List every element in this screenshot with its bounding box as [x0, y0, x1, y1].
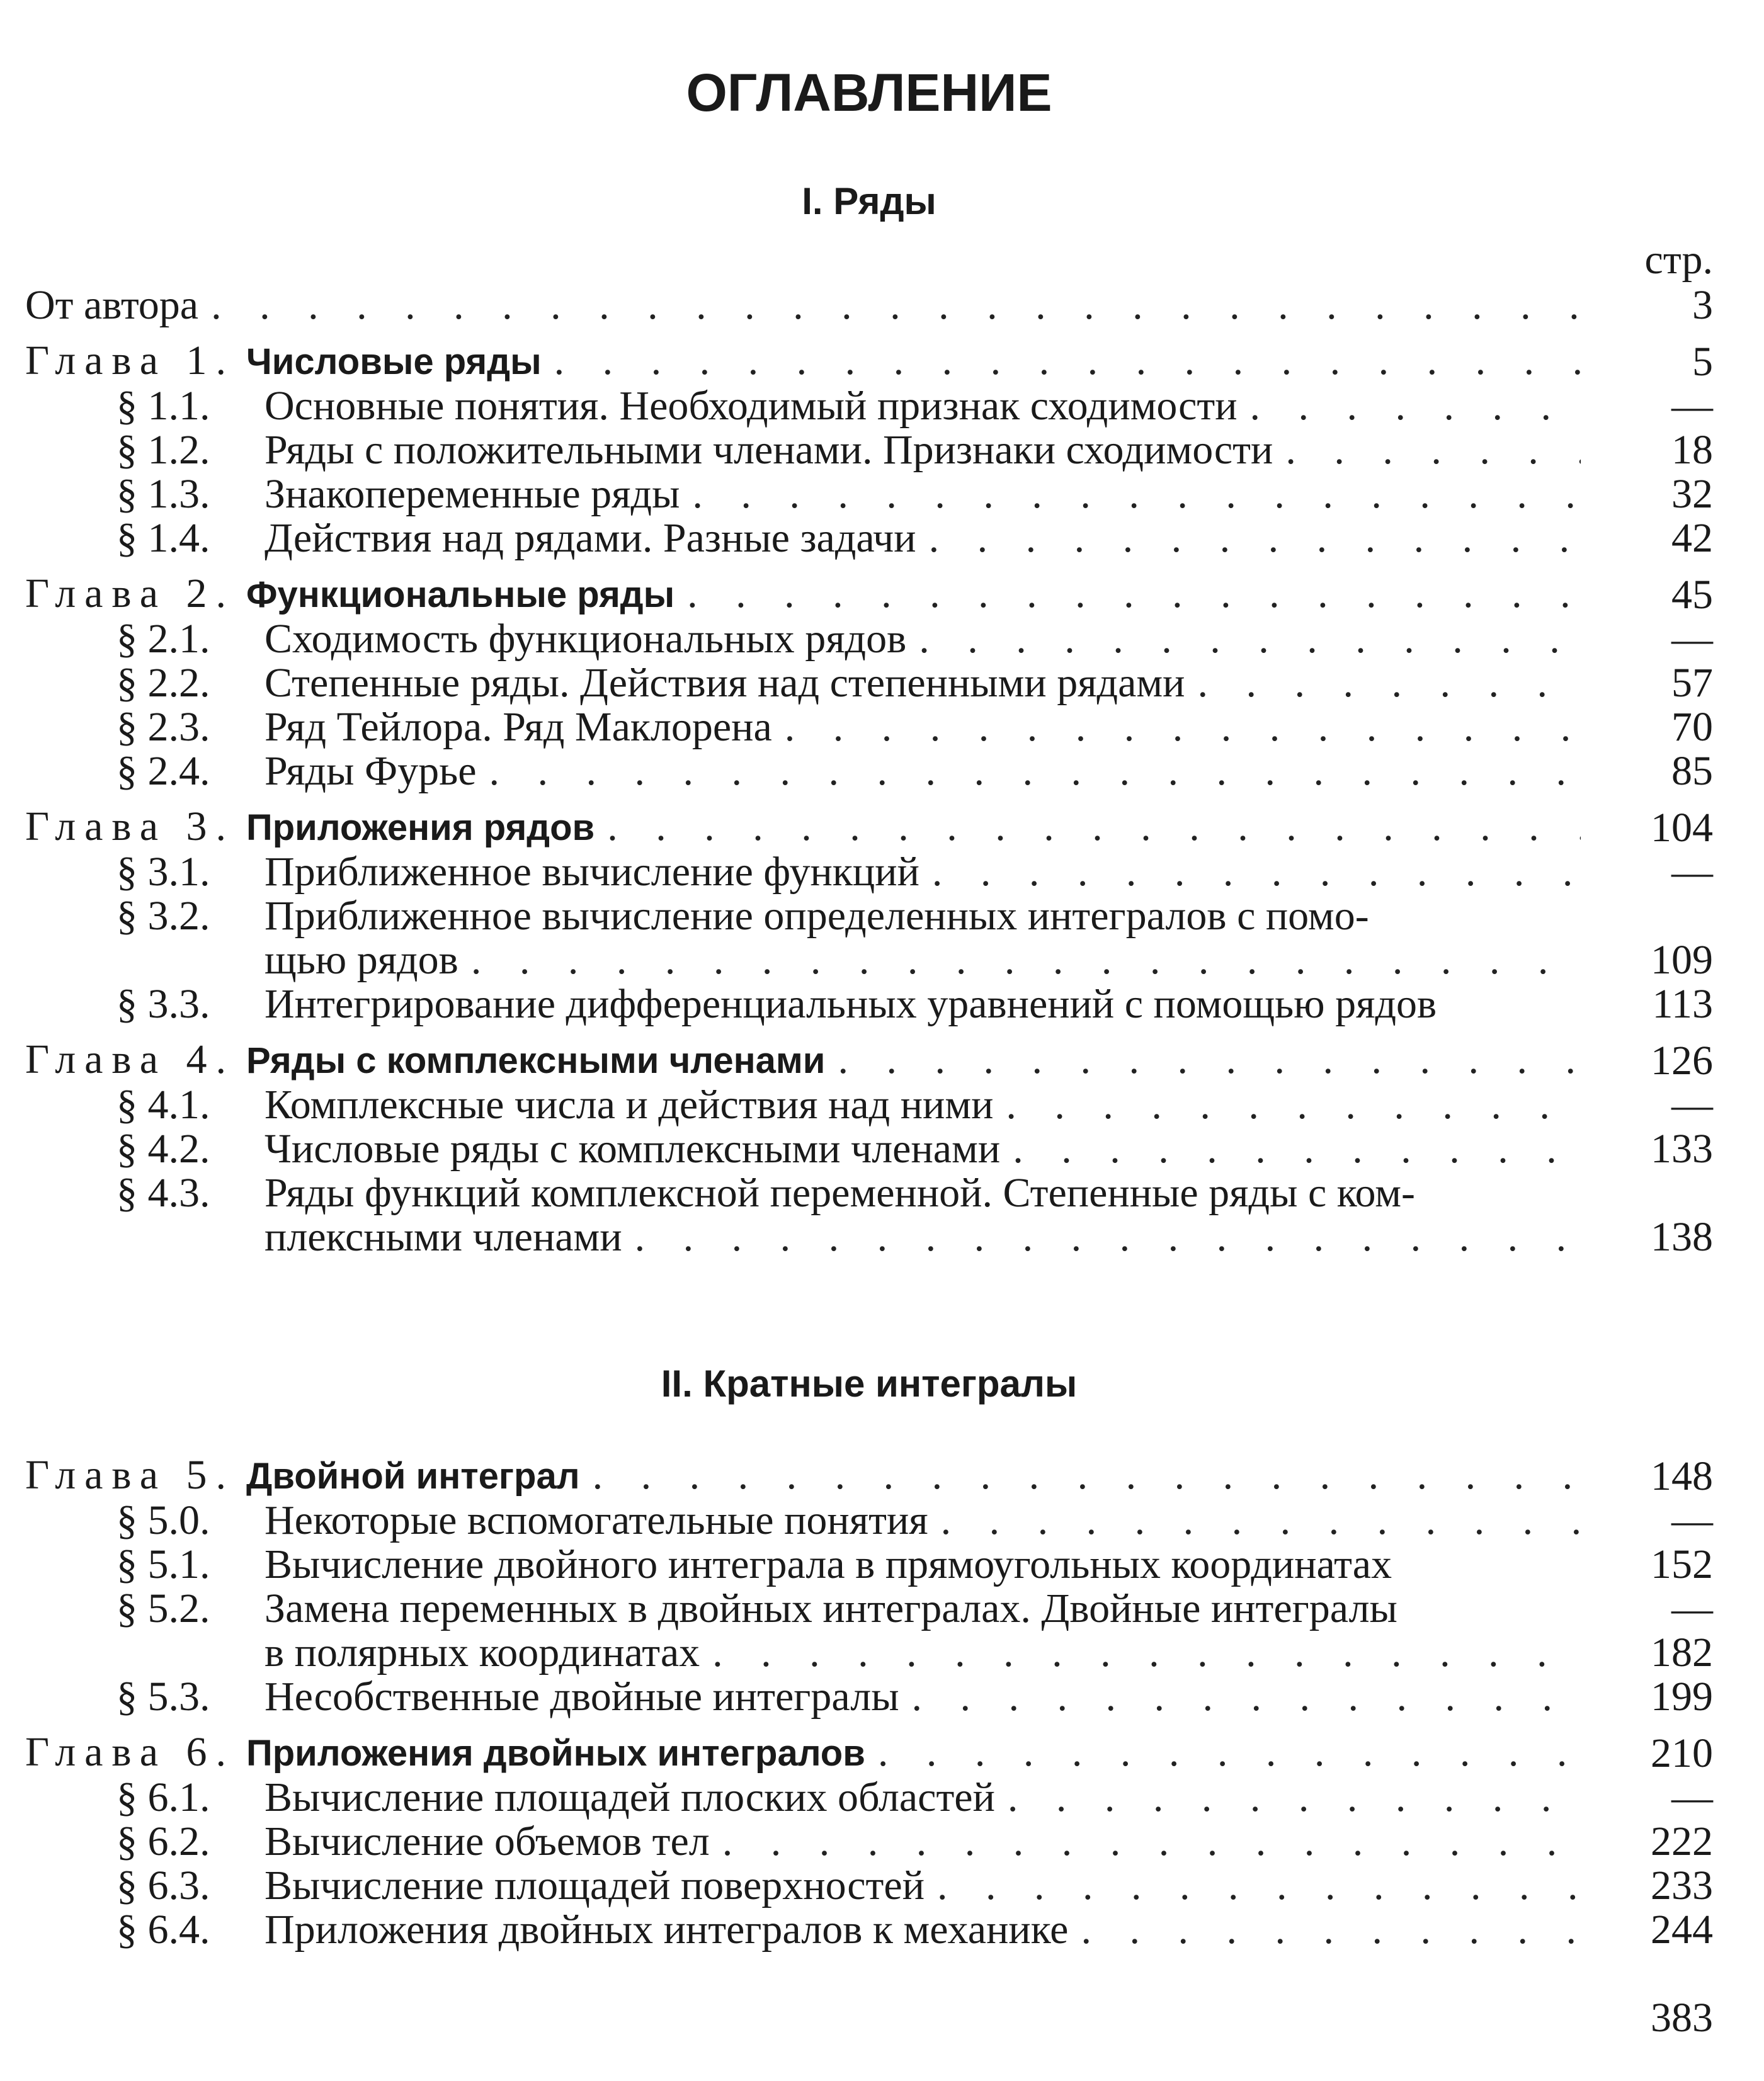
section-number: § 6.3.	[117, 1863, 210, 1908]
page-ref: 104	[1651, 805, 1713, 851]
chapter-title: Ряды с комплексными членами	[246, 1040, 826, 1081]
dot-leader	[1006, 1083, 1581, 1127]
section-title-line: Вычисление площадей поверхностей	[265, 1863, 925, 1908]
dot-leader	[211, 283, 1581, 327]
chapter-label: Глава 4.	[25, 1036, 236, 1082]
chapter-title: Числовые ряды	[246, 341, 542, 382]
toc-entry-section	[117, 428, 1713, 472]
dot-leader	[471, 938, 1581, 982]
section-number: § 1.2.	[117, 427, 210, 473]
toc-entry-section	[117, 705, 1713, 749]
chapter-title: Двойной интеграл	[246, 1456, 580, 1497]
document-page	[25, 0, 1713, 2081]
page-ref: 244	[1651, 1907, 1713, 1953]
toc-entry-chapter	[25, 1730, 1713, 1776]
toc-entry-section	[117, 1908, 1713, 1952]
chapter-label: Глава 1.	[25, 337, 236, 383]
toc-entry-section	[117, 384, 1713, 428]
section-title-line: Степенные ряды. Действия над степенными рядами	[265, 660, 1185, 706]
section-title-line: Комплексные числа и действия над ними	[265, 1082, 994, 1128]
toc-line	[117, 894, 1581, 938]
toc-entry-section	[117, 1820, 1713, 1864]
toc-line	[117, 384, 1581, 428]
toc-entry-front	[25, 283, 1713, 327]
toc-entry-section	[117, 1864, 1713, 1908]
page-ref: 138	[1651, 1214, 1713, 1260]
section-number: § 2.2.	[117, 660, 210, 706]
page-ref: 199	[1651, 1674, 1713, 1720]
section-number: § 6.4.	[117, 1907, 210, 1953]
section-number: § 1.4.	[117, 515, 210, 561]
chapter-title: Приложения двойных интегралов	[246, 1733, 865, 1774]
page-ref: 57	[1671, 660, 1713, 706]
section-title-line: Некоторые вспомогательные понятия	[265, 1497, 928, 1543]
toc-line	[117, 1585, 1713, 1631]
toc-line	[117, 1127, 1581, 1171]
section-number: § 1.3.	[117, 471, 210, 517]
toc-entry-section	[117, 1171, 1713, 1259]
section-number: § 1.1.	[117, 383, 210, 429]
toc-line	[25, 339, 1581, 384]
page-ref: 113	[1652, 981, 1713, 1027]
page-ref: —	[1671, 1497, 1713, 1543]
section-title-line: щью рядов	[265, 937, 458, 983]
toc-line	[117, 1499, 1581, 1543]
dot-leader	[1081, 1908, 1581, 1952]
page-ref: —	[1671, 1774, 1713, 1820]
page-ref: 210	[1651, 1730, 1713, 1776]
section-number: § 6.1.	[117, 1774, 210, 1820]
section-number: § 2.4.	[117, 748, 210, 794]
page-ref: 182	[1651, 1630, 1713, 1676]
dot-leader	[635, 1215, 1581, 1259]
section-title-line: плексными членами	[265, 1214, 622, 1260]
page-column-label: стр.	[1644, 237, 1713, 283]
section-title-line: Ряды с положительными членами. Признаки сходимости	[265, 427, 1273, 473]
toc-part-1	[25, 283, 1713, 1259]
toc-line	[117, 1820, 1581, 1864]
chapter-label: Глава 5.	[25, 1452, 236, 1498]
toc-line	[25, 283, 1581, 327]
page-ref: 70	[1671, 704, 1713, 750]
toc-entry-section	[117, 894, 1713, 982]
section-title-line: в полярных координатах	[265, 1630, 700, 1676]
dot-leader	[712, 1631, 1581, 1675]
dot-leader	[1198, 661, 1581, 705]
dot-leader	[937, 1864, 1581, 1908]
section-number: § 5.2.	[117, 1585, 210, 1631]
page-ref: 233	[1651, 1863, 1713, 1908]
dot-leader	[1285, 428, 1581, 472]
toc-entry-section	[117, 1083, 1713, 1127]
dot-leader	[722, 1820, 1581, 1864]
dot-leader	[932, 850, 1581, 894]
toc-line	[117, 938, 1581, 982]
section-number: § 5.3.	[117, 1674, 210, 1720]
section-title-line: Замена переменных в двойных интегралах. Двойные интегралы	[265, 1585, 1397, 1631]
page-title: ОГЛАВЛЕНИЕ	[686, 63, 1052, 122]
section-title-line: Знакопеременные ряды	[265, 471, 680, 517]
toc-entry-chapter	[25, 1038, 1713, 1083]
page-ref: —	[1671, 383, 1713, 429]
toc-entry-section	[117, 1543, 1713, 1587]
toc-line	[117, 1631, 1581, 1675]
toc-entry-section	[117, 1127, 1713, 1171]
toc-line	[117, 1171, 1581, 1215]
dot-leader	[1013, 1127, 1581, 1171]
toc-line	[117, 617, 1581, 661]
dot-leader	[1250, 384, 1581, 428]
toc-line	[117, 1675, 1581, 1719]
section-title-line: Приложения двойных интегралов к механике	[265, 1907, 1069, 1953]
section-title-line: Сходимость функциональных рядов	[265, 616, 907, 662]
dot-leader	[919, 617, 1581, 661]
section-title-line: Основные понятия. Необходимый признак сходимости	[265, 383, 1238, 429]
section-title-line: Приближенное вычисление функций	[265, 849, 919, 895]
chapter-title: Приложения рядов	[246, 807, 595, 848]
toc-line	[117, 749, 1581, 793]
dot-leader	[912, 1675, 1581, 1719]
page-ref: —	[1671, 616, 1713, 662]
chapter-label: Глава 6.	[25, 1729, 236, 1775]
page-ref: 152	[1651, 1541, 1713, 1587]
toc-line	[25, 572, 1581, 617]
toc-entry-chapter	[25, 572, 1713, 617]
page-ref: 148	[1651, 1453, 1713, 1499]
toc-entry-section	[117, 661, 1713, 705]
page-ref: 133	[1651, 1126, 1713, 1172]
page-ref: 85	[1671, 748, 1713, 794]
dot-leader	[1008, 1776, 1581, 1820]
section-title-line: Действия над рядами. Разные задачи	[265, 515, 916, 561]
chapter-title: Функциональные ряды	[246, 574, 675, 615]
chapter-label: Глава 3.	[25, 803, 236, 849]
toc-line	[25, 1730, 1581, 1776]
section-title-line: Ряды функций комплексной переменной. Степенные ряды с ком-	[265, 1170, 1415, 1216]
toc-entry-section	[117, 1776, 1713, 1820]
toc-line	[117, 1543, 1581, 1587]
toc-entry-section	[117, 1499, 1713, 1543]
toc-entry-section	[117, 982, 1713, 1026]
section-title-line: Ряд Тейлора. Ряд Маклорена	[265, 704, 772, 750]
section-number: § 3.3.	[117, 981, 210, 1027]
section-number: § 6.2.	[117, 1818, 210, 1864]
toc-line	[117, 1215, 1581, 1259]
toc-entry-chapter	[25, 339, 1713, 384]
dot-leader	[607, 805, 1581, 849]
page-ref: 109	[1651, 937, 1713, 983]
toc-line	[117, 982, 1581, 1026]
dot-leader	[687, 572, 1581, 616]
section-title-line: Интегрирование дифференциальных уравнений с помощью рядов	[265, 981, 1437, 1027]
dot-leader	[838, 1038, 1581, 1082]
toc-line	[117, 1864, 1581, 1908]
toc-line	[117, 428, 1581, 472]
dot-leader	[593, 1453, 1581, 1497]
toc-line	[117, 705, 1581, 749]
section-number: § 4.3.	[117, 1170, 210, 1216]
toc-entry-section	[117, 617, 1713, 661]
toc-entry-chapter	[25, 1453, 1713, 1499]
section-title-line: Вычисление объемов тел	[265, 1818, 710, 1864]
toc-line	[117, 1908, 1581, 1952]
page-ref: —	[1671, 1082, 1713, 1128]
toc-entry-chapter	[25, 805, 1713, 850]
chapter-label: Глава 2.	[25, 570, 236, 616]
toc-entry-section	[117, 1675, 1713, 1719]
dot-leader	[941, 1499, 1581, 1543]
section-title-line: Вычисление двойного интеграла в прямоугольных координатах	[265, 1541, 1392, 1587]
toc-line	[25, 1453, 1581, 1499]
toc-line	[25, 1038, 1581, 1083]
dot-leader	[489, 749, 1581, 793]
page-ref: 42	[1671, 515, 1713, 561]
page-ref: 45	[1671, 572, 1713, 618]
toc-entry-section	[117, 850, 1713, 894]
toc-line	[117, 516, 1581, 560]
page-ref: 126	[1651, 1038, 1713, 1084]
page-ref: 5	[1692, 339, 1713, 385]
section-number: § 4.2.	[117, 1126, 210, 1172]
section-title-line: Ряды Фурье	[265, 748, 477, 794]
toc-line	[117, 850, 1581, 894]
part-title-2: II. Кратные интегралы	[661, 1363, 1078, 1405]
toc-line	[25, 805, 1581, 850]
dot-leader	[878, 1730, 1581, 1774]
toc-entry-section	[117, 1587, 1713, 1675]
page-ref: 3	[1692, 282, 1713, 328]
toc-entry-section	[117, 516, 1713, 560]
section-number: § 4.1.	[117, 1082, 210, 1128]
toc-entry-section	[117, 472, 1713, 516]
section-number: § 3.1.	[117, 849, 210, 895]
dot-leader	[554, 339, 1581, 383]
toc-line	[117, 1776, 1581, 1820]
page-ref: —	[1671, 1585, 1713, 1631]
part-title-1: I. Ряды	[802, 180, 936, 222]
page-number: 383	[1651, 1995, 1713, 2041]
section-number: § 3.2.	[117, 893, 210, 939]
section-title-line: Несобственные двойные интегралы	[265, 1674, 899, 1720]
section-title-line: Вычисление площадей плоских областей	[265, 1774, 995, 1820]
toc-entry-section	[117, 749, 1713, 793]
page-ref: —	[1671, 849, 1713, 895]
section-number: § 2.1.	[117, 616, 210, 662]
section-number: § 2.3.	[117, 704, 210, 750]
section-title-line: Приближенное вычисление определенных интегралов с помо-	[265, 893, 1369, 939]
page-ref: 32	[1671, 471, 1713, 517]
entry-title: От автора	[25, 282, 199, 328]
section-title-line: Числовые ряды с комплексными членами	[265, 1126, 1001, 1172]
dot-leader	[785, 705, 1581, 749]
toc-line	[117, 1083, 1581, 1127]
page-ref: 222	[1651, 1818, 1713, 1864]
dot-leader	[929, 516, 1581, 560]
section-number: § 5.1.	[117, 1541, 210, 1587]
toc-line	[117, 472, 1581, 516]
dot-leader	[692, 472, 1581, 516]
page-ref: 18	[1671, 427, 1713, 473]
toc-line	[117, 661, 1581, 705]
toc-part-2	[25, 1442, 1713, 1952]
section-number: § 5.0.	[117, 1497, 210, 1543]
